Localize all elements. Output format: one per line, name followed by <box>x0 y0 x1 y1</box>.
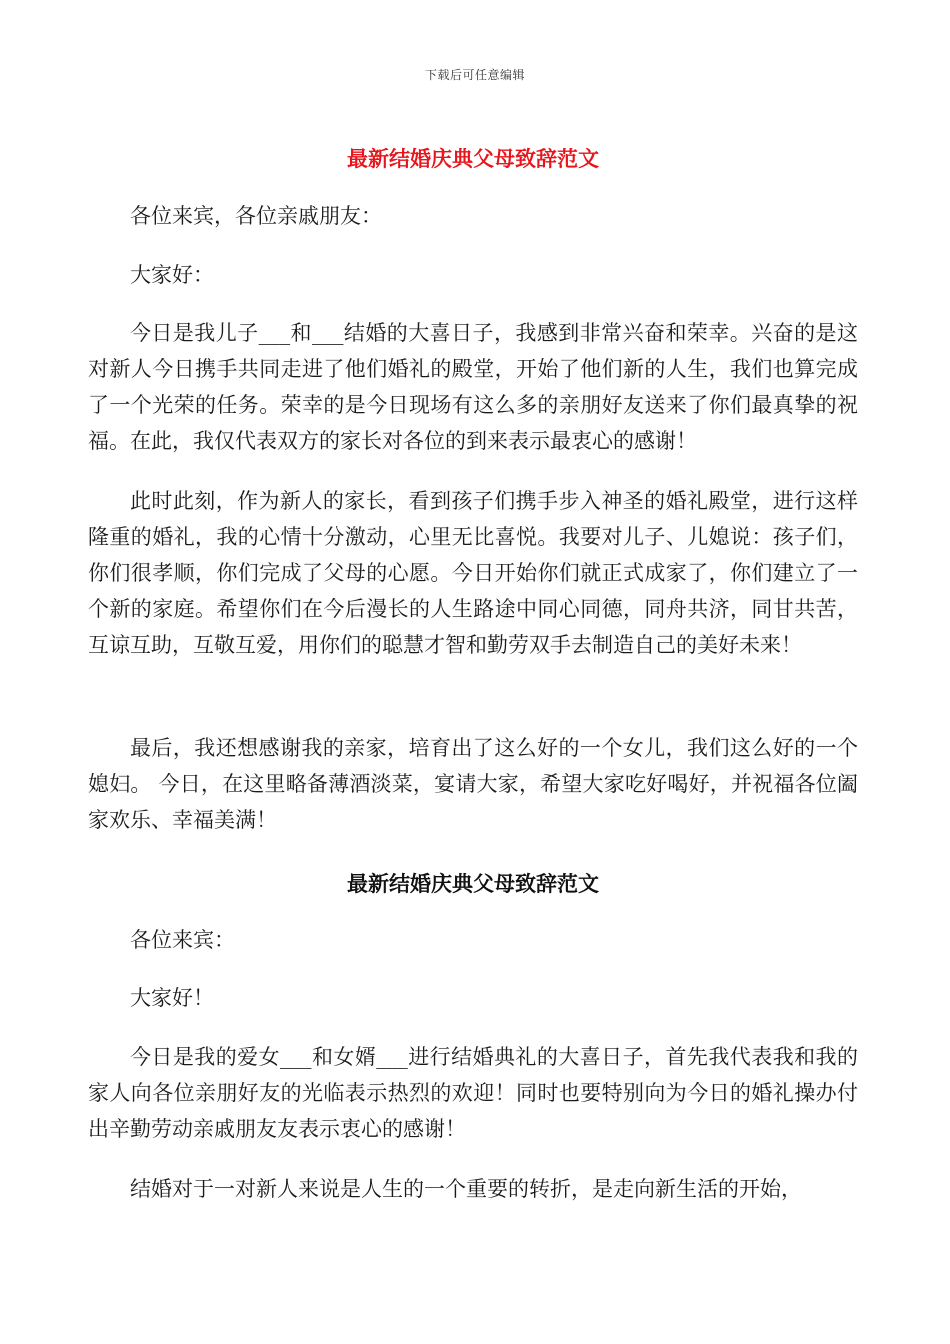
s1-salutation: 大家好： <box>130 263 214 287</box>
s2-paragraph-1: 今日是我的爱女___和女婿___进行结婚典礼的大喜日子，首先我代表我和我的家人向各位亲朋好友的光临表示热烈的欢迎！同时也要特别向为今日的婚礼操办付出辛勤劳动亲戚朋友友表示衷心的感谢！ <box>88 1045 858 1141</box>
s2-salutation: 大家好！ <box>130 986 214 1010</box>
s1-paragraph-3: 最后，我还想感谢我的亲家，培育出了这么好的一个女儿，我们这么好的一个媳妇。 今日，在这里略备薄酒淡菜，宴请大家，希望大家吃好喝好，并祝福各位阖家欢乐、幸福美满！ <box>88 736 858 832</box>
header-note: 下载后可任意编辑 <box>424 68 525 82</box>
s1-paragraph-1: 今日是我儿子___和___结婚的大喜日子，我感到非常兴奋和荣幸。兴奋的是这对新人今日携手共同走进了他们婚礼的殿堂，开始了他们新的人生，我们也算完成了一个光荣的任务。荣幸的是今日现场有这么多的亲朋好友送来了你们最真挚的祝福。在此，我仅代表双方的家长对各位的到来表示最衷心的感谢！ <box>88 321 858 453</box>
s1-paragraph-2: 此时此刻，作为新人的家长，看到孩子们携手步入神圣的婚礼殿堂，进行这样隆重的婚礼，我的心情十分激动，心里无比喜悦。我要对儿子、儿媳说：孩子们，你们很孝顺，你们完成了父母的心愿。今日开始你们就正式成家了，你们建立了一个新的家庭。希望你们在今后漫长的人生路途中同心同德，同舟共济，同甘共苦，互谅互助，互敬互爱，用你们的聪慧才智和勤劳双手去制造自己的美好未来！ <box>88 489 858 657</box>
s2-greeting: 各位来宾： <box>130 928 235 952</box>
section-2-title: 最新结婚庆典父母致辞范文 <box>347 871 599 896</box>
s1-greeting: 各位来宾，各位亲戚朋友： <box>130 204 382 228</box>
section-1-title: 最新结婚庆典父母致辞范文 <box>347 146 599 171</box>
s2-paragraph-2: 结婚对于一对新人来说是人生的一个重要的转折，是走向新生活的开始， <box>130 1177 802 1201</box>
